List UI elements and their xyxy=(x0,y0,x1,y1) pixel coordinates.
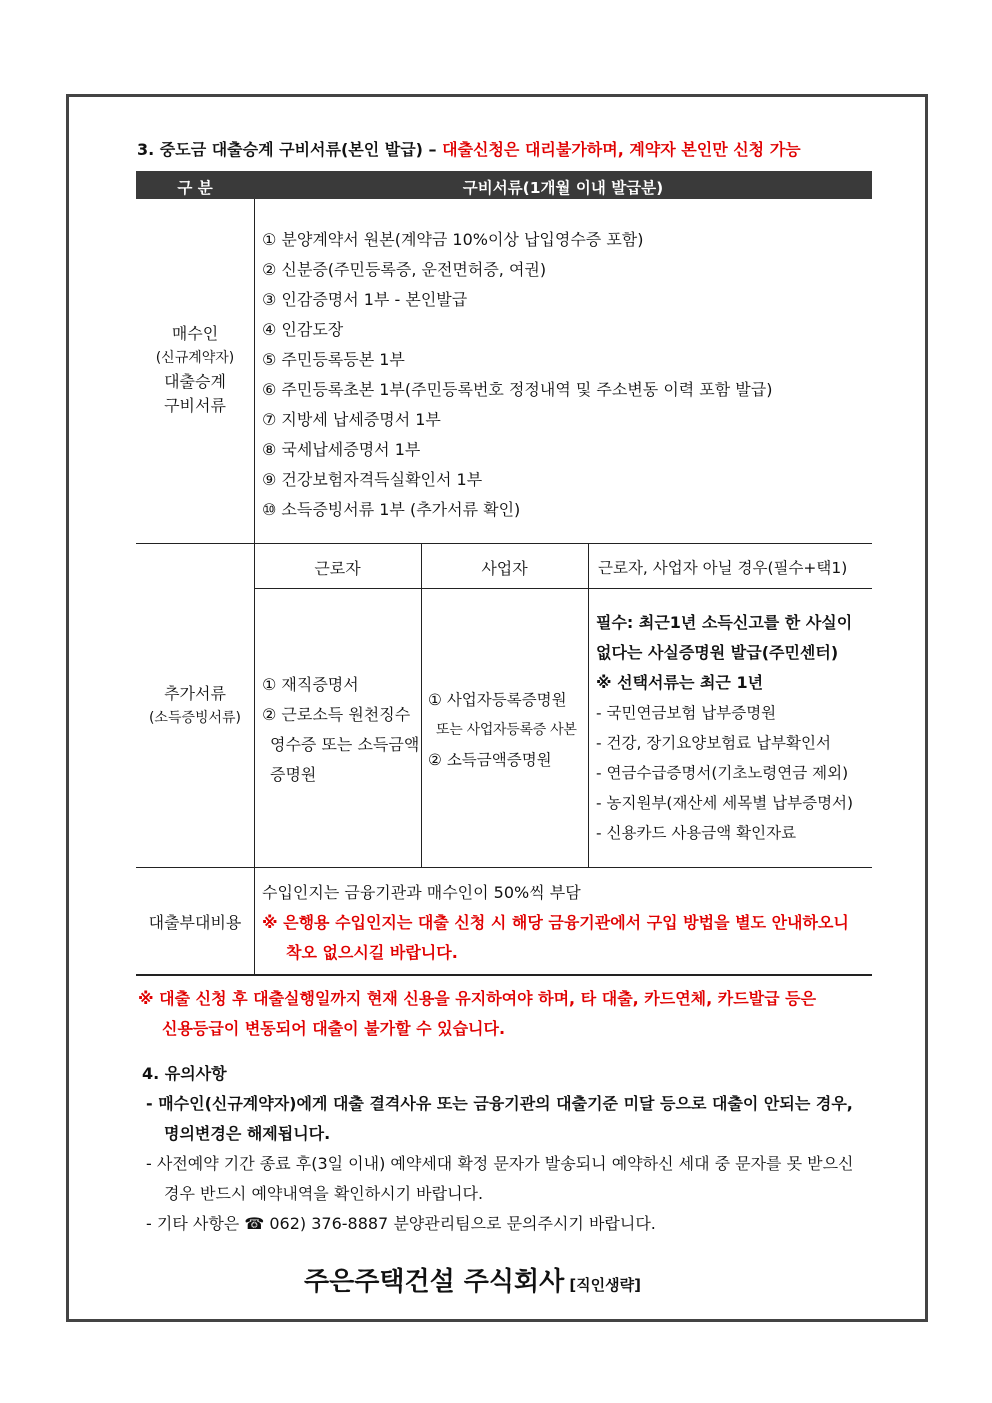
note-1-line2: 명의변경은 해제됩니다. xyxy=(164,1124,331,1143)
other-required-line1: 필수: 최근1년 소득신고를 한 사실이 xyxy=(596,613,853,632)
list-item: ② 근로소득 원천징수 xyxy=(262,705,411,724)
list-item: ⑥ 주민등록초본 1부(주민등록번호 정정내역 및 주소변동 이력 포함 발급) xyxy=(262,380,773,399)
credit-warning xyxy=(138,984,816,1044)
cost-label: 대출부대비용 xyxy=(148,913,242,932)
list-item: ② 소득금액증명원 xyxy=(428,751,552,769)
subheader-other: 근로자, 사업자 아닐 경우(필수+택1) xyxy=(598,559,848,577)
employee-document-list xyxy=(262,670,419,790)
other-document-list xyxy=(596,608,853,848)
list-item: 또는 사업자등록증 사본 xyxy=(436,722,577,738)
note-3-suffix: 062) 376-8887 분양관리팀으로 문의주시기 바랍니다. xyxy=(264,1214,656,1233)
table-bottom-line xyxy=(136,974,872,976)
cost-line3: 착오 없으시길 바랍니다. xyxy=(286,943,458,962)
list-item: ⑦ 지방세 납세증명서 1부 xyxy=(262,410,441,429)
credit-warning-line1: ※ 대출 신청 후 대출실행일까지 현재 신용을 유지하여야 하며, 타 대출, 카드연체, 카드발급 등은 xyxy=(138,989,817,1008)
note-1-line1: - 매수인(신규계약자)에게 대출 결격사유 또는 금융기관의 대출기준 미달 등으로 대출이 안되는 경우, xyxy=(146,1094,853,1113)
cost-line1: 수입인지는 금융기관과 매수인이 50%씩 부담 xyxy=(262,883,581,902)
seal-omitted: [직인생략] xyxy=(569,1276,641,1294)
list-item: ⑨ 건강보험자격득실확인서 1부 xyxy=(262,470,483,489)
cost-content xyxy=(262,878,849,968)
business-document-list xyxy=(428,685,577,775)
list-item: - 농지원부(재산세 세목별 납부증명서) xyxy=(596,794,854,812)
table-row-divider-sub xyxy=(254,588,872,589)
cost-line2: ※ 은행용 수입인지는 대출 신청 시 해당 금융기관에서 구입 방법을 별도 안내하오니 xyxy=(262,913,849,932)
table-subcol-divider-2 xyxy=(588,543,589,867)
buyer-label xyxy=(136,322,254,418)
note-3 xyxy=(146,1209,854,1239)
buyer-label-line4: 구비서류 xyxy=(164,396,226,415)
list-item: - 국민연금보험 납부증명원 xyxy=(596,704,777,722)
credit-warning-line2: 신용등급이 변동되어 대출이 불가할 수 있습니다. xyxy=(162,1019,506,1038)
company-name: 주은주택건설 주식회사 xyxy=(304,1267,565,1297)
section3-title-red: 대출신청은 대리불가하며, 계약자 본인만 신청 가능 xyxy=(442,140,801,159)
other-required-line2: 없다는 사실증명원 발급(주민센터) xyxy=(596,643,839,662)
section3-title xyxy=(137,137,801,160)
list-item: - 건강, 장기요양보험료 납부확인서 xyxy=(596,734,831,752)
list-item: 증명원 xyxy=(270,765,317,784)
table-header xyxy=(136,171,872,199)
extra-label-line1: 추가서류 xyxy=(164,684,226,703)
other-select-note: ※ 선택서류는 최근 1년 xyxy=(596,673,764,692)
table-col-divider xyxy=(254,199,255,975)
list-item: ② 신분증(주민등록증, 운전면허증, 여권) xyxy=(262,260,547,279)
extra-label-line2: (소득증빙서류) xyxy=(148,710,242,726)
list-item: 영수증 또는 소득금액 xyxy=(270,735,420,754)
buyer-label-line1: 매수인 xyxy=(171,324,219,343)
section4-notes xyxy=(146,1089,854,1239)
section3-title-text: 3. 중도금 대출승계 구비서류(본인 발급) – xyxy=(137,140,443,159)
subheader-employee: 근로자 xyxy=(314,559,361,578)
note-3-prefix: - 기타 사항은 xyxy=(146,1214,245,1233)
note-2-line2: 경우 반드시 예약내역을 확인하시기 바랍니다. xyxy=(164,1184,484,1203)
buyer-label-line3: 대출승계 xyxy=(164,372,226,391)
subheader-business: 사업자 xyxy=(481,559,528,578)
list-item: - 신용카드 사용금액 확인자료 xyxy=(596,824,797,842)
list-item: ⑩ 소득증빙서류 1부 (추가서류 확인) xyxy=(262,500,521,519)
list-item: ⑤ 주민등록등본 1부 xyxy=(262,350,405,369)
section4-title: 4. 유의사항 xyxy=(142,1064,227,1083)
list-item: ⑧ 국세납세증명서 1부 xyxy=(262,440,421,459)
table-subcol-divider-1 xyxy=(421,543,422,867)
list-item: ① 분양계약서 원본(계약금 10%이상 납입영수증 포함) xyxy=(262,230,644,249)
header-col1: 구 분 xyxy=(177,179,213,197)
list-item: ③ 인감증명서 1부 - 본인발급 xyxy=(262,290,468,309)
list-item: ① 재직증명서 xyxy=(262,675,359,694)
note-2-line1: - 사전예약 기간 종료 후(3일 이내) 예약세대 확정 문자가 발송되니 예약하신 세대 중 문자를 못 받으신 xyxy=(146,1154,854,1173)
table-row-divider-2 xyxy=(136,867,872,868)
list-item: ① 사업자등록증명원 xyxy=(428,691,567,709)
list-item: - 연금수급증명서(기초노령연금 제외) xyxy=(596,764,849,782)
phone-icon: ☎ xyxy=(244,1214,265,1233)
list-item: ④ 인감도장 xyxy=(262,320,344,339)
header-col2: 구비서류(1개월 이내 발급분) xyxy=(462,179,664,197)
company-signature xyxy=(304,1261,641,1298)
extra-label xyxy=(136,682,254,730)
buyer-document-list xyxy=(262,225,772,525)
buyer-label-line2: (신규계약자) xyxy=(155,350,235,366)
table-row-divider-1 xyxy=(136,543,872,544)
